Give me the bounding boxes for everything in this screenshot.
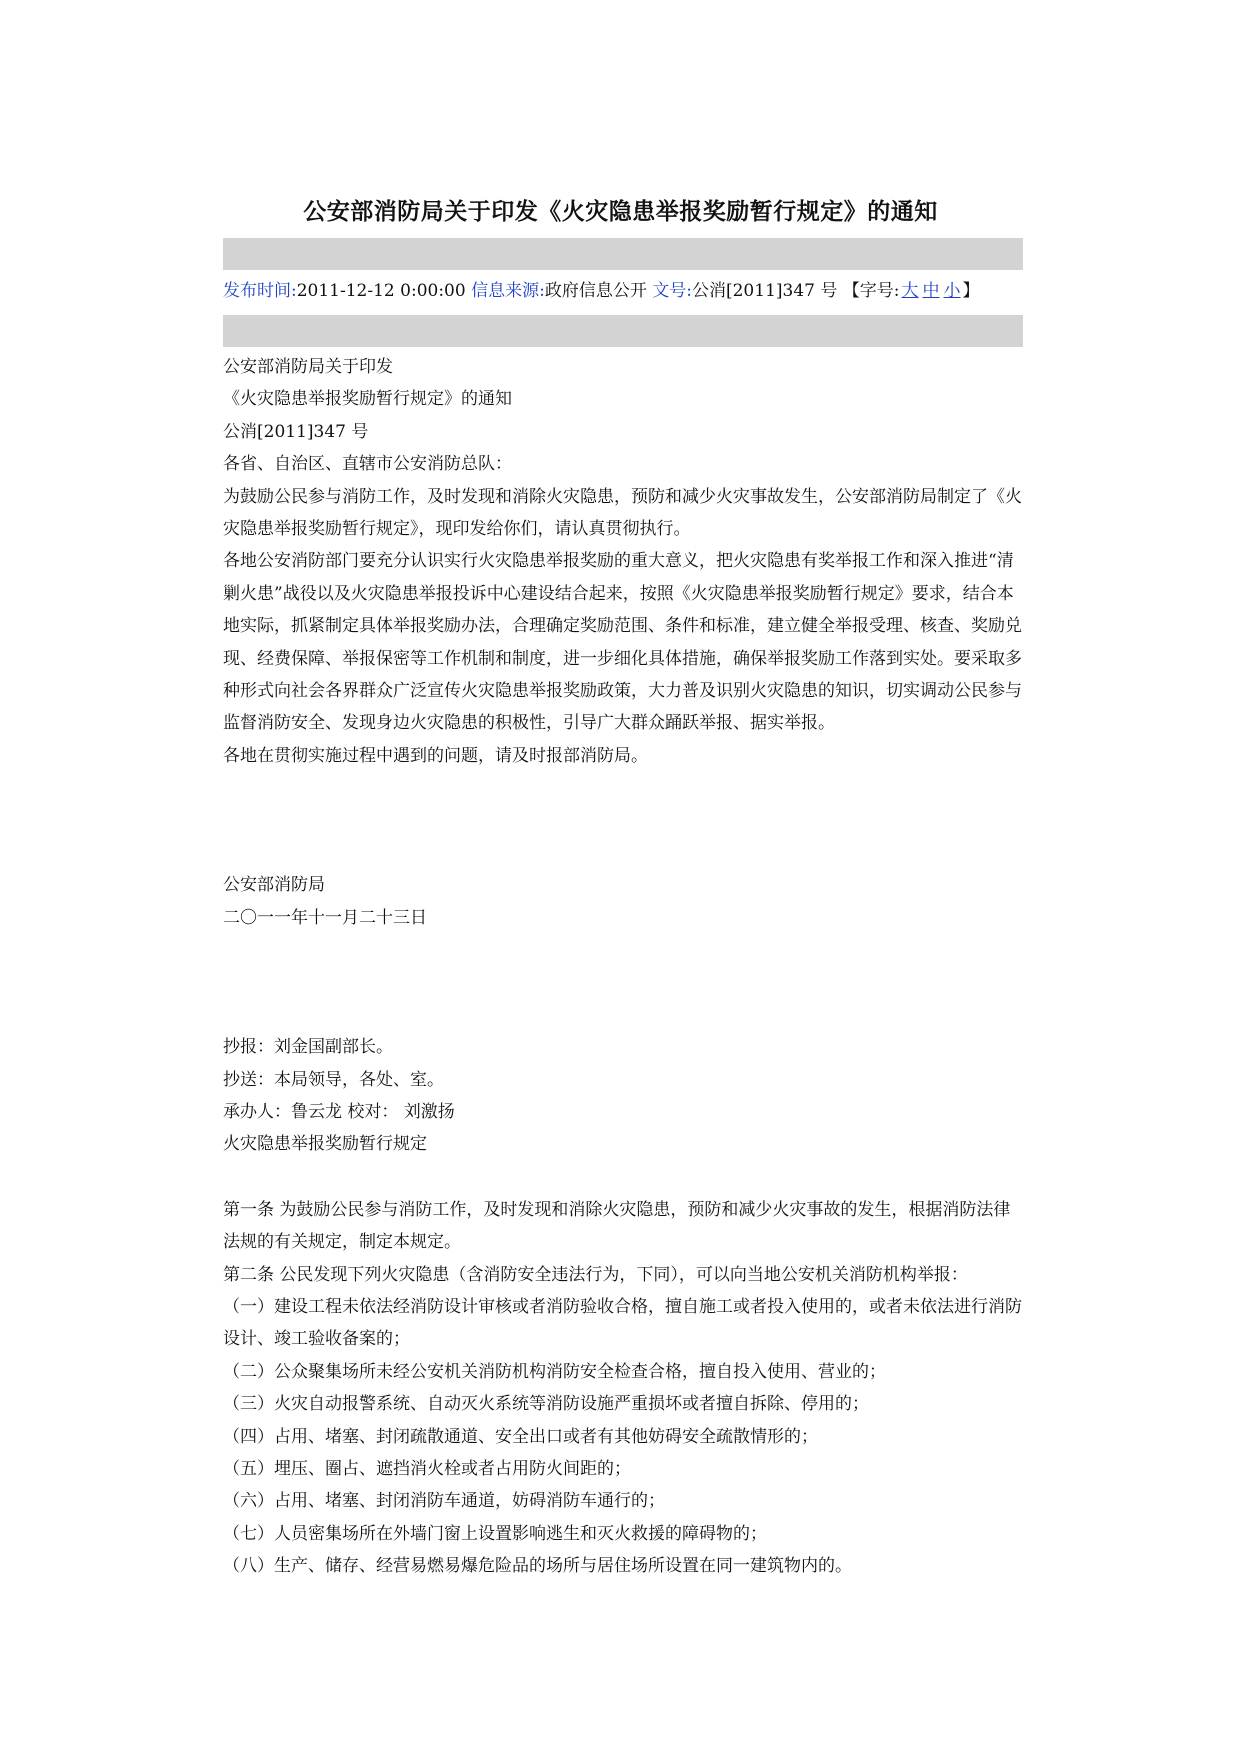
article-body [223, 351, 1023, 1583]
body-paragraph: 各地在贯彻实施过程中遇到的问题，请及时报部消防局。 [223, 745, 648, 766]
font-size-medium-link[interactable]: 中 [922, 281, 940, 301]
body-line: 《火灾隐患举报奖励暂行规定》的通知 [223, 389, 512, 410]
font-size-label: 【字号: [842, 281, 900, 301]
publish-time-label: 发布时间: [223, 281, 297, 301]
article-item: （八）生产、储存、经营易燃易爆危险品的场所与居住场所设置在同一建筑物内的。 [223, 1556, 852, 1577]
distribution-line: 抄报：刘金国副部长。 [223, 1037, 393, 1058]
article-item: （六）占用、堵塞、封闭消防车通道，妨碍消防车通行的； [223, 1491, 665, 1512]
body-paragraph: 各地公安消防部门要充分认识实行火灾隐患举报奖励的重大意义，把火灾隐患有奖举报工作和深入推进“清剿火患”战役以及火灾隐患举报投诉中心建设结合起来，按照《火灾隐患举报奖励暂行规定》要求，结合本地实际，抓紧制定具体举报奖励办法，合理确定奖励范围、条件和标准，建立健全举报受理、核查、奖励兑现、经费保障、举报保密等工作机制和制度，进一步细化具体措施，确保举报奖励工作落到实处。要采取多种形式向社会各界群众广泛宣传火灾隐患举报奖励政策，大力普及识别火灾隐患的知识，切实调动公民参与监督消防安全、发现身边火灾隐患的积极性，引导广大群众踊跃举报、据实举报。 [223, 551, 1022, 734]
divider-bar-top [223, 238, 1023, 270]
distribution-line: 承办人：鲁云龙 校对： 刘激扬 [223, 1101, 455, 1122]
article-item: （五）埋压、圈占、遮挡消火栓或者占用防火间距的； [223, 1458, 631, 1479]
attachment-title: 火灾隐患举报奖励暂行规定 [223, 1134, 427, 1155]
article-meta [223, 280, 1043, 302]
body-paragraph: 为鼓励公民参与消防工作，及时发现和消除火灾隐患，预防和减少火灾事故发生，公安部消防局制定了《火灾隐患举报奖励暂行规定》，现印发给你们，请认真贯彻执行。 [223, 486, 1022, 540]
divider-bar-bottom [223, 315, 1023, 347]
font-size-large-link[interactable]: 大 [901, 281, 919, 301]
doc-no-value: 公消[2011]347 号 [691, 281, 838, 301]
signature-date: 二〇一一年十一月二十三日 [223, 907, 427, 928]
publish-time-value: 2011-12-12 0:00:00 [296, 281, 466, 301]
font-size-close: 】 [962, 281, 980, 301]
article-clause: 第二条 公民发现下列火灾隐患（含消防安全违法行为，下同），可以向当地公安机关消防机构举报： [223, 1264, 968, 1285]
source-label: 信息来源: [471, 281, 545, 301]
article-clause: 第一条 为鼓励公民参与消防工作，及时发现和消除火灾隐患，预防和减少火灾事故的发生，根据消防法律法规的有关规定，制定本规定。 [223, 1199, 1011, 1253]
signature-org: 公安部消防局 [223, 875, 325, 896]
article-item: （三）火灾自动报警系统、自动灭火系统等消防设施严重损坏或者擅自拆除、停用的； [223, 1394, 869, 1415]
article-item: （二）公众聚集场所未经公安机关消防机构消防安全检查合格，擅自投入使用、营业的； [223, 1361, 886, 1382]
font-size-small-link[interactable]: 小 [943, 281, 961, 301]
article-item: （一）建设工程未依法经消防设计审核或者消防验收合格，擅自施工或者投入使用的，或者未依法进行消防设计、竣工验收备案的； [223, 1296, 1022, 1350]
body-line: 公消[2011]347 号 [223, 421, 369, 442]
source-value: 政府信息公开 [544, 281, 647, 301]
body-line: 公安部消防局关于印发 [223, 357, 393, 377]
page-title: 公安部消防局关于印发《火灾隐患举报奖励暂行规定》的通知 [303, 199, 938, 225]
salutation: 各省、自治区、直辖市公安消防总队： [223, 454, 512, 475]
article-item: （七）人员密集场所在外墙门窗上设置影响逃生和灭火救援的障碍物的； [223, 1523, 767, 1544]
distribution-line: 抄送：本局领导，各处、室。 [223, 1069, 444, 1090]
doc-no-label: 文号: [652, 281, 692, 301]
article-item: （四）占用、堵塞、封闭疏散通道、安全出口或者有其他妨碍安全疏散情形的； [223, 1426, 818, 1447]
